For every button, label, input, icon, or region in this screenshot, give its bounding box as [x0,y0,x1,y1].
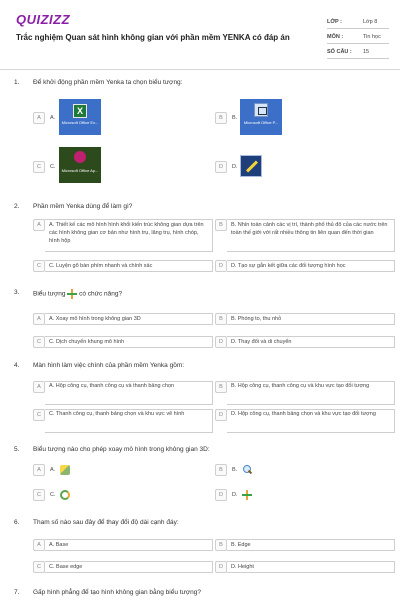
yenka-icon [240,155,262,177]
question-text: Phần mềm Yenka dùng để làm gì? [33,203,133,210]
question-text: Gấp hình phẳng để tạo hình không gian bằng biểu tượng? [33,589,202,596]
meta-row-count: SỐ CÂU : 15 [327,44,389,59]
access-icon: Microsoft Office Ap... [59,147,101,183]
question-text: Để khởi động phần mềm Yenka ta chọn biểu tượng: [33,79,183,86]
excel-icon: X Microsoft Office Ex... [59,99,101,135]
plus-arrows-icon [67,289,77,299]
worksheet-header [0,0,400,70]
meta-row-subject: MÔN : Tin học [327,29,389,44]
question-text: Biểu tượng nào cho phép xoay mô hình trong không gian 3D: [33,446,210,453]
pencil-icon [60,465,70,475]
magnifier-icon [242,465,252,475]
quizizz-logo: QUIZIZZ [16,12,71,27]
question-text: Tham số nào sau đây để thay đổi độ dài cạnh đáy: [33,519,179,526]
question-text: Màn hình làm việc chính của phần mềm Yenka gồm: [33,362,185,369]
meta-box [327,14,389,59]
rotate-icon [60,490,70,500]
page-title: Trắc nghiệm Quan sát hình không gian với phần mềm YENKA có đáp án [16,33,290,42]
question-text: Biểu tượng có chức năng? [33,290,123,298]
powerpoint-icon: Microsoft Office P... [240,99,282,135]
worksheet-page: QUIZIZZ Trắc nghiệm Quan sát hình không gian với phần mềm YENKA có đáp án LỚP : Lớp 8 MÔN : Tin học SỐ CÂU : 15 1. Để khởi động phần mềm Yenka ta chọn biểu tượng: A A. X Microsoft Office Ex... B B. Microsoft Office P... C C. Microsoft Office Ap... D D. 2. Phần mềm Yenka dùng để làm gì? A A. Thiết kế các mô hình hình khối kiến trúc không gian dựa trên các hình không gian cơ bản như hình trụ, lăng trụ, hình chóp, hình hộp B B. Nhìn toàn cảnh các vị trí, thành phố thủ đô của các nước trên toàn thế giới với rất nhiều thông tin liên quan đến thời gian C C. Luyện gõ bàn phím nhanh và chính xác D D. Tạo sự gắn kết giữa các đối tượng hình học 3. Biểu tượng có chức năng? A A. Xoay mô hình trong không gian 3D B B. Phóng to, thu nhỏ C C. Dịch chuyển khung mô hình D D. Thay đổi và di chuyển 4. Màn hình làm việc chính của phần mềm Yenka gồm: A A. Hộp công cụ, thanh công cụ và thanh bảng chọn B B. Hộp công cụ, thanh công cụ và khu vực tạo đối tượng C C. Thanh công cụ, thanh bảng chọn và khu vực vẽ hình D D. Hộp công cụ, thanh bảng chọn và khu vực tạo đối tượng 5. Biểu tượng nào cho phép xoay mô hình trong không gian 3D: A A. B B. C C. D D. 6. Tham số nào sau đây để thay đổi độ dài cạnh đáy: A A. Base B B. Edge C C. Base edge D D. Height 7. Gấp hình phẳng để tạo hình không gian bằng biểu tượng? [0,0,400,600]
plus-arrows-icon [242,490,252,500]
meta-row-class: LỚP : Lớp 8 [327,14,389,29]
